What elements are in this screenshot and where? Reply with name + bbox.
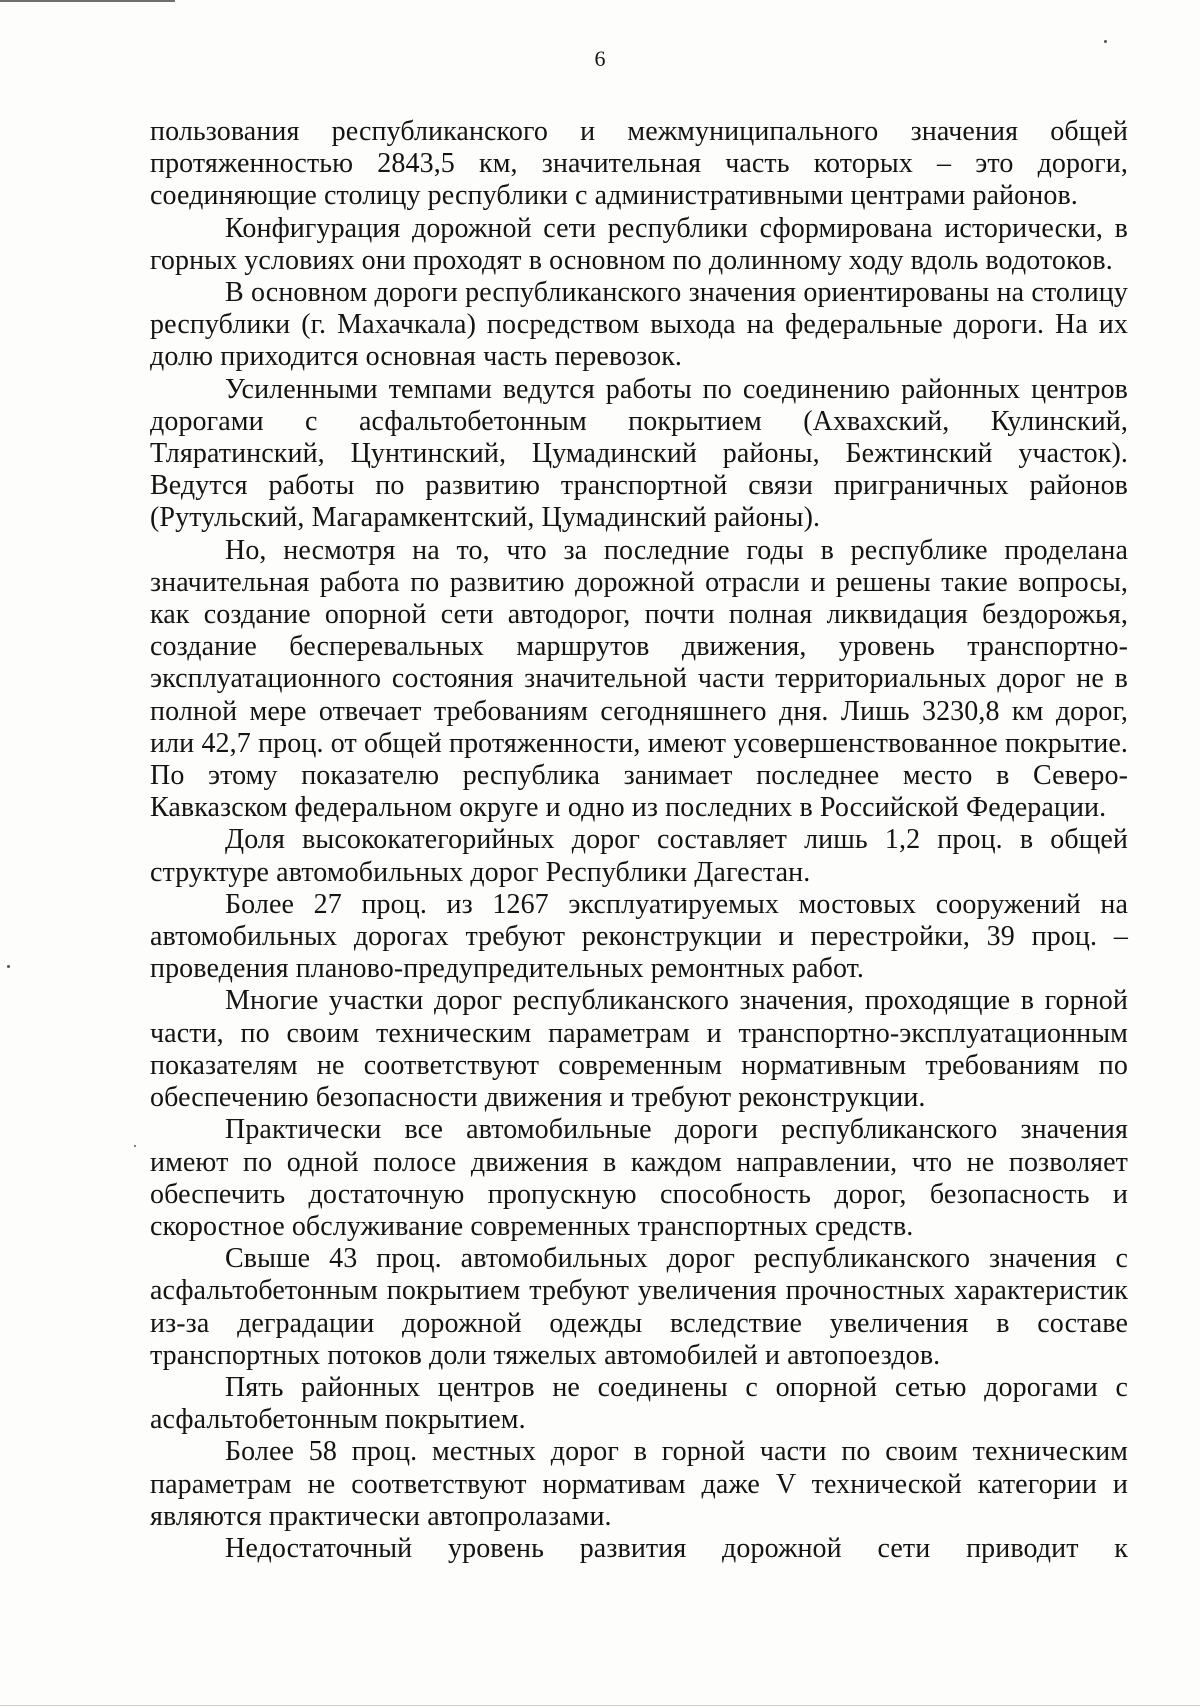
body-text: [150, 116, 1128, 1565]
paragraph: Практически все автомобильные дороги республиканского значения имеют по одной полосе движения в каждом направлении, что не позволяет обеспечить достаточную пропускную способность дорог, безопасность и скоростное обслуживание современных транспортных средств.: [150, 1114, 1128, 1242]
scan-speck: [7, 965, 10, 968]
paragraph: Свыше 43 проц. автомобильных дорог республиканского значения с асфальтобетонным покрытием требуют увеличения прочностных характеристик из-за деградации дорожной одежды вследствие увеличения в составе транспортных потоков доли тяжелых автомобилей и автопоездов.: [150, 1243, 1128, 1371]
paragraph: пользования республиканского и межмуниципального значения общей протяженностью 2843,5 км, значительная часть которых – это дороги, соединяющие столицу республики с административными центрами районов.: [150, 116, 1128, 212]
scan-speck: [134, 1145, 136, 1147]
page-number: 6: [594, 46, 606, 71]
paragraph: Доля высококатегорийных дорог составляет лишь 1,2 проц. в общей структуре автомобильных дорог Республики Дагестан.: [150, 824, 1128, 888]
paragraph: Конфигурация дорожной сети республики сформирована исторически, в горных условиях они проходят в основном по долинному ходу вдоль водотоков.: [150, 212, 1128, 276]
paragraph: Усиленными темпами ведутся работы по соединению районных центров дорогами с асфальтобетонным покрытием (Ахвахский, Кулинский, Тляратинский, Цунтинский, Цумадинский районы, Бежтинский участок). Ведутся работы по развитию транспортной связи приграничных районов (Рутульский, Магарамкентский, Цумадинский районы).: [150, 373, 1128, 534]
paragraph: Многие участки дорог республиканского значения, проходящие в горной части, по своим техническим параметрам и транспортно-эксплуатационным показателям не соответствуют современным нормативным требованиям по обеспечению безопасности движения и требуют реконструкции.: [150, 985, 1128, 1114]
paragraph: Но, несмотря на то, что за последние годы в республике проделана значительная работа по развитию дорожной отрасли и решены такие вопросы, как создание опорной сети автодорог, почти полная ликвидация бездорожья, создание бесперевальных маршрутов движения, уровень транспортно-эксплуатационного состояния значительной части территориальных дорог не в полной мере отвечает требованиям сегодняшнего дня. Лишь 3230,8 км дорог, или 42,7 проц. от общей протяженности, имеют усовершенствованное покрытие. По этому показателю республика занимает последнее место в Северо-Кавказском федеральном округе и одно из последних в Российской Федерации.: [150, 534, 1128, 824]
paragraph: Более 58 проц. местных дорог в горной части по своим техническим параметрам не соответствуют нормативам даже V технической категории и являются практически автопролазами.: [150, 1436, 1128, 1532]
paragraph-continued: Недостаточный уровень развития дорожной сети приводит к: [225, 1532, 1128, 1564]
scan-speck: [1104, 40, 1107, 43]
paragraph: Более 27 проц. из 1267 эксплуатируемых мостовых сооружений на автомобильных дорогах требуют реконструкции и перестройки, 39 проц. – проведения планово-предупредительных ремонтных работ.: [150, 888, 1128, 985]
scan-artifact-line: [0, 1705, 1200, 1706]
paragraph: Пять районных центров не соединены с опорной сетью дорогами с асфальтобетонным покрытием.: [150, 1371, 1128, 1436]
paragraph: В основном дороги республиканского значения ориентированы на столицу республики (г. Махачкала) посредством выхода на федеральные дороги. На их долю приходится основная часть перевозок.: [150, 277, 1128, 373]
scan-artifact-line: [0, 0, 175, 2]
